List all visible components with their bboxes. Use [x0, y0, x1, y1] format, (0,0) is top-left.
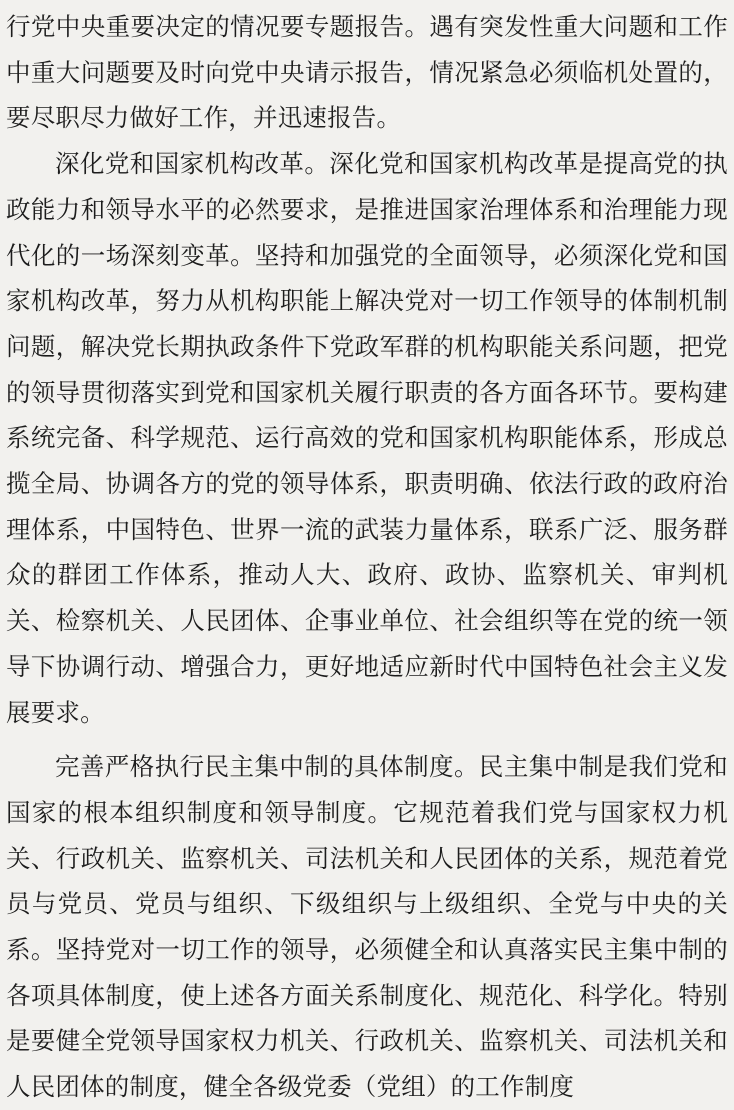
paragraph-institutional-reform: 深化党和国家机构改革。深化党和国家机构改革是提高党的执政能力和领导水平的必然要求，是推进国家治理体系和治理能力现代化的一场深刻变革。坚持和加强党的全面领导，必须深化党和国家机构改革，努力从机构职能上解决党对一切工作领导的体制机制问题，解决党长期执政条件下党政军群的机构职能关系问题，把党的领导贯彻落实到党和国家机关履行职责的各方面各环节。要构建系统完备、科学规范、运行高效的党和国家机构职能体系，形成总揽全局、协调各方的党的领导体系，职责明确、依法行政的政府治理体系，中国特色、世界一流的武装力量体系，联系广泛、服务群众的群团工作体系，推动人大、政府、政协、监察机关、审判机关、检察机关、人民团体、企事业单位、社会组织等在党的统一领导下协调行动、增强合力，更好地适应新时代中国特色社会主义发展要求。 [6, 149, 728, 727]
paragraph-continued: 行党中央重要决定的情况要专题报告。遇有突发性重大问题和工作中重大问题要及时向党中央请示报告，情况紧急必须临机处置的，要尽职尽力做好工作，并迅速报告。 [6, 12, 728, 133]
paragraph-democratic-centralism: 完善严格执行民主集中制的具体制度。民主集中制是我们党和国家的根本组织制度和领导制度。它规范着我们党与国家权力机关、行政机关、监察机关、司法机关和人民团体的关系，规范着党员与党员、党员与组织、下级组织与上级组织、全党与中央的关系。坚持党对一切工作的领导，必须健全和认真落实民主集中制的各项具体制度，使上述各方面关系制度化、规范化、科学化。特别是要健全党领导国家权力机关、行政机关、监察机关、司法机关和人民团体的制度，健全各级党委（党组）的工作制度 [6, 752, 728, 1102]
